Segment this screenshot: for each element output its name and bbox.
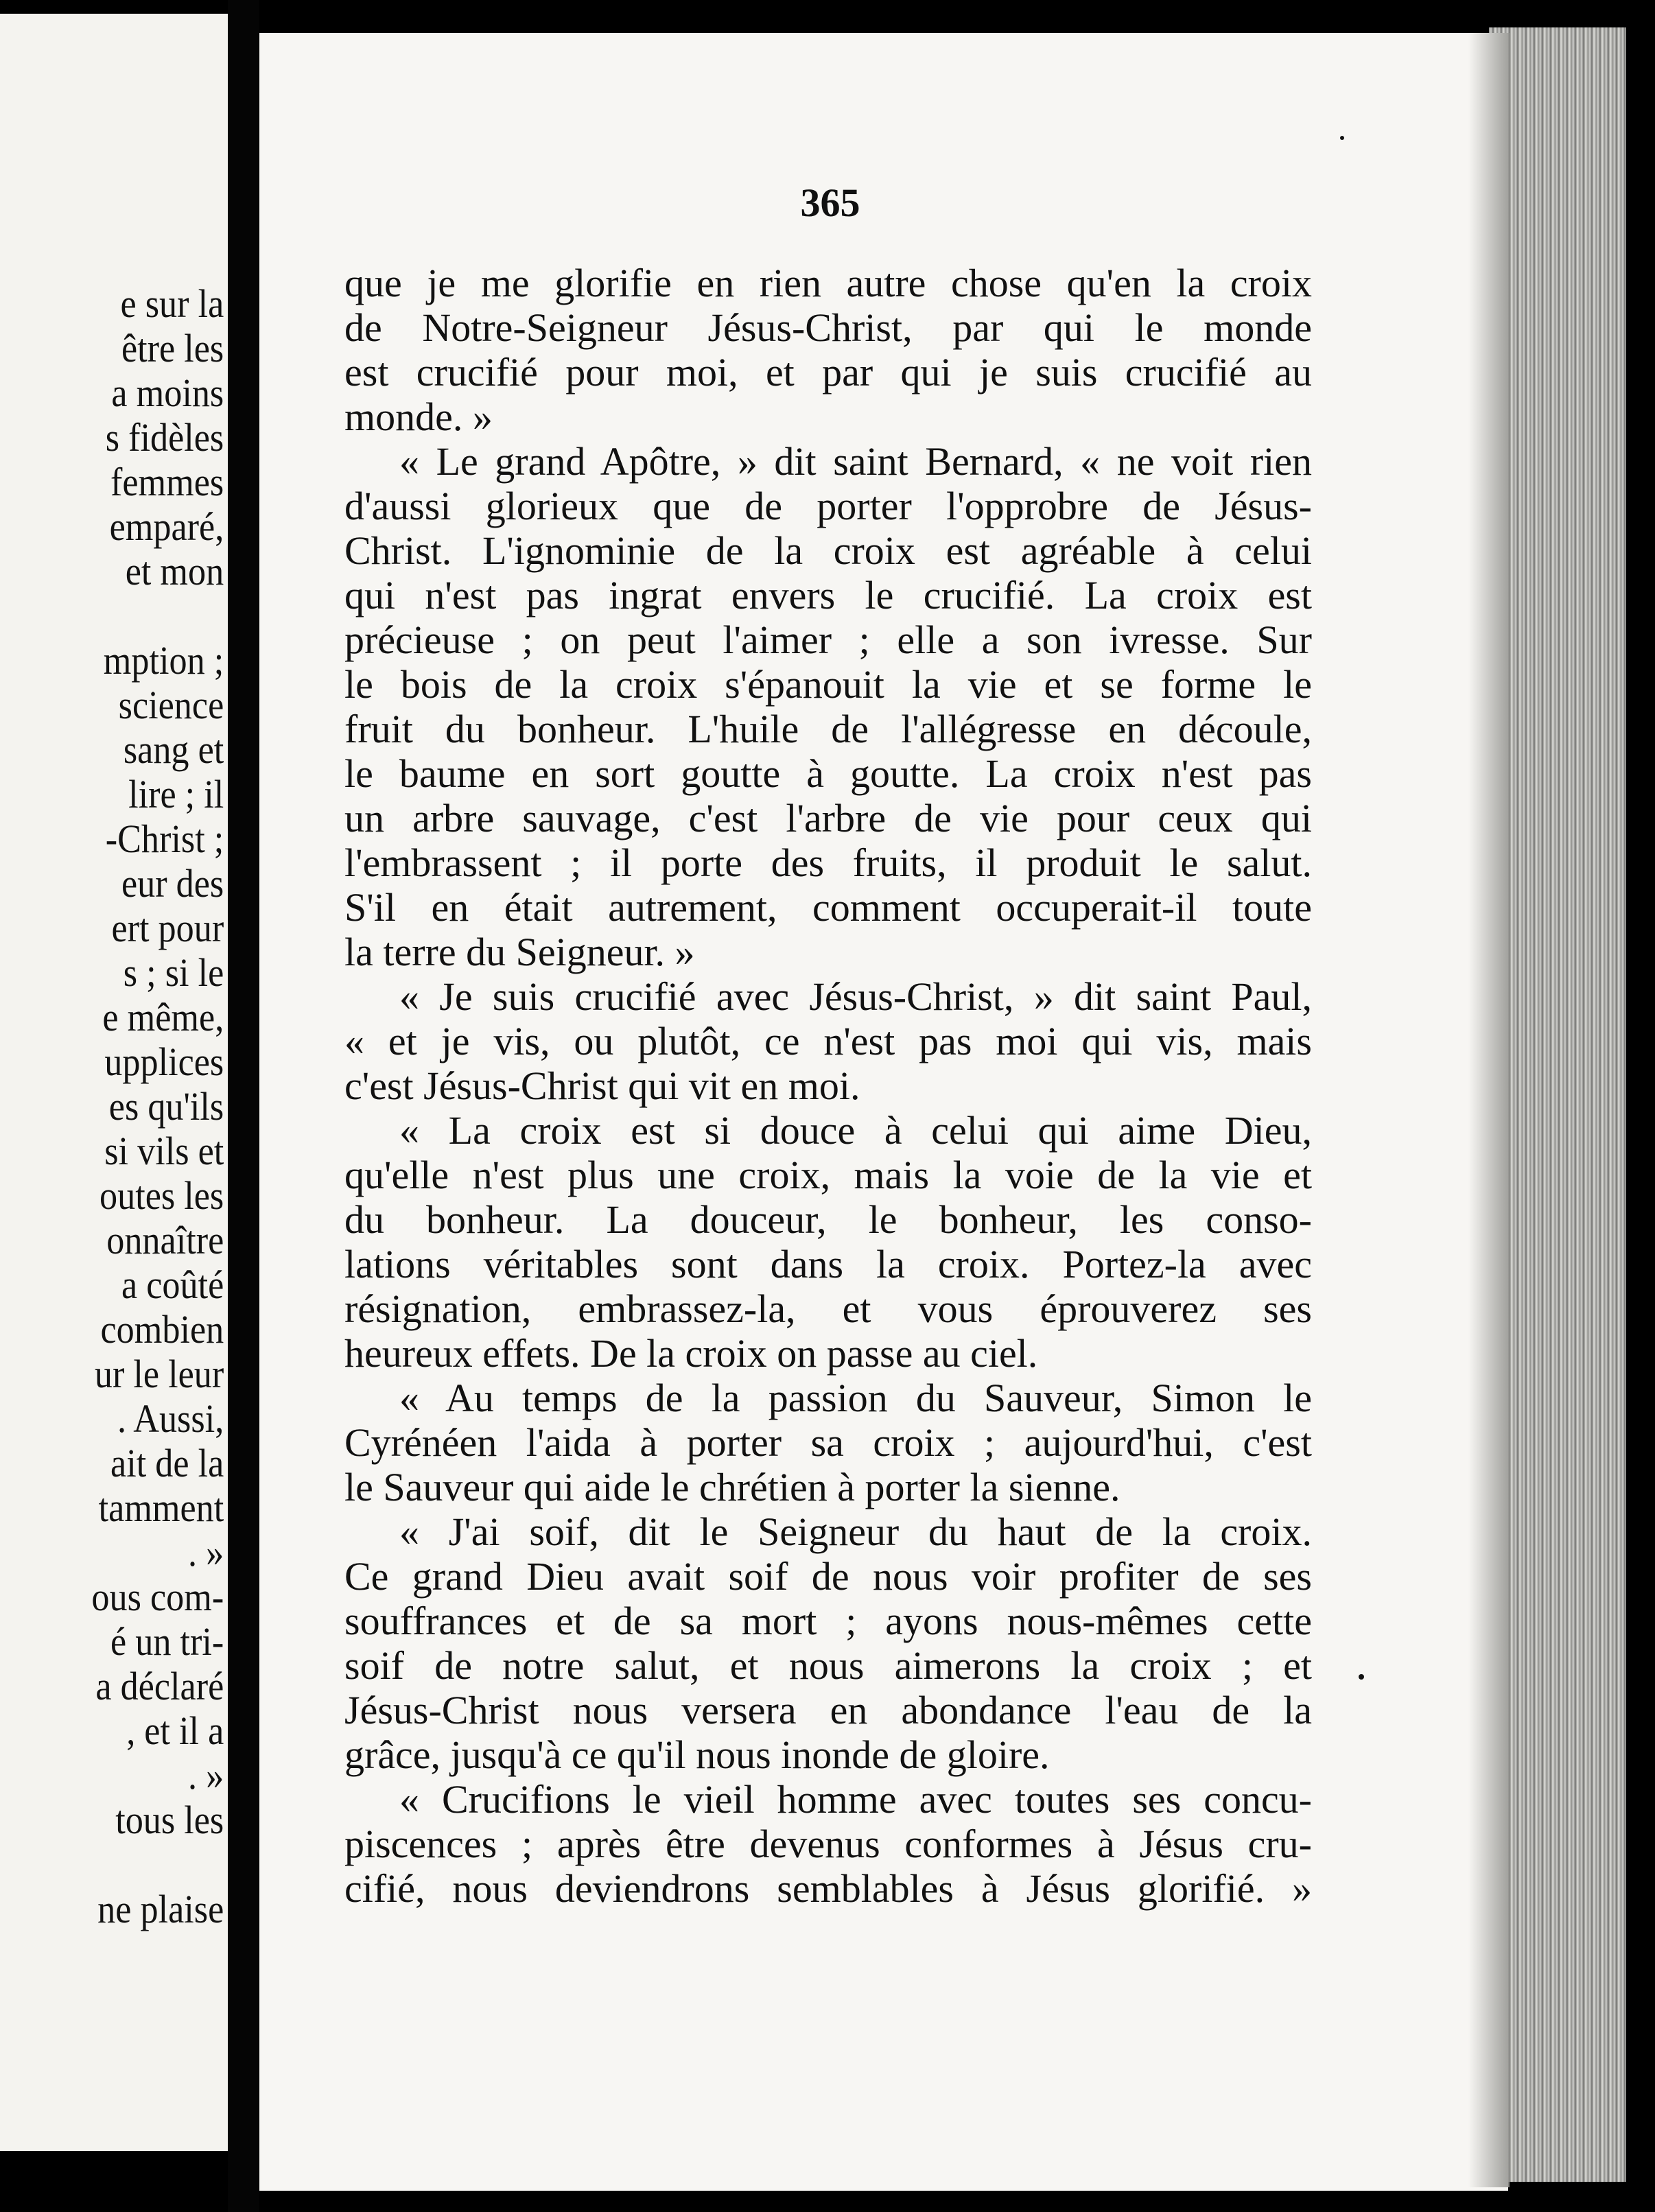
- book-gutter: [228, 0, 259, 2212]
- left-page-line: et mon: [125, 549, 224, 593]
- left-page-line: combien: [100, 1307, 224, 1352]
- left-page-line: lire ; il: [128, 772, 224, 816]
- text-line: soif de notre salut, et nous aimerons la croix ; et: [344, 1643, 1312, 1688]
- text-line: Cyrénéen l'aida à porter sa croix ; aujourd'hui, c'est: [344, 1420, 1312, 1465]
- text-line: qu'elle n'est plus une croix, mais la voie de la vie et: [344, 1153, 1312, 1197]
- left-page-line: ait de la: [110, 1441, 224, 1485]
- text-line: « et je vis, ou plutôt, ce n'est pas moi qui vis, mais: [344, 1019, 1312, 1063]
- text-line: « J'ai soif, dit le Seigneur du haut de la croix.: [399, 1509, 1312, 1554]
- right-page-text: [344, 261, 1312, 1911]
- text-line: le baume en sort goutte à goutte. La croix n'est pas: [344, 751, 1312, 796]
- text-line: la terre du Seigneur. »: [344, 930, 695, 974]
- left-page-line: , et il a: [126, 1708, 224, 1753]
- text-line: c'est Jésus-Christ qui vit en moi.: [344, 1063, 860, 1108]
- ink-speck: [1359, 1674, 1364, 1680]
- text-line: qui n'est pas ingrat envers le crucifié. La croix est: [344, 573, 1312, 617]
- page-number: 365: [800, 180, 860, 225]
- left-page-line: a coûté: [121, 1262, 224, 1307]
- left-page-line: outes les: [99, 1173, 224, 1218]
- text-line: heureux effets. De la croix on passe au ciel.: [344, 1331, 1038, 1376]
- left-page-line: e sur la: [120, 281, 224, 326]
- text-line: monde. »: [344, 395, 493, 439]
- text-line: du bonheur. La douceur, le bonheur, les conso-: [344, 1197, 1312, 1242]
- left-page-line: tamment: [98, 1485, 224, 1530]
- text-line: est crucifié pour moi, et par qui je suis crucifié au: [344, 350, 1312, 395]
- left-page-line: s ; si le: [123, 950, 224, 995]
- text-line: lations véritables sont dans la croix. Portez-la avec: [344, 1242, 1312, 1286]
- left-page-line: mption ;: [103, 638, 224, 683]
- text-line: « Le grand Apôtre, » dit saint Bernard, « ne voit rien: [399, 439, 1312, 484]
- text-line: Ce grand Dieu avait soif de nous voir profiter de ses: [344, 1554, 1312, 1599]
- left-page-line: ert pour: [111, 906, 224, 950]
- text-line: souffrances et de sa mort ; ayons nous-mêmes cette: [344, 1599, 1312, 1643]
- text-line: d'aussi glorieux que de porter l'opprobre de Jésus-: [344, 484, 1312, 528]
- left-page: [0, 14, 228, 2151]
- text-line: de Notre-Seigneur Jésus-Christ, par qui le monde: [344, 305, 1312, 350]
- left-page-line: e même,: [102, 995, 224, 1039]
- text-line: S'il en était autrement, comment occuperait-il toute: [344, 885, 1312, 930]
- left-page-line: es qu'ils: [108, 1084, 224, 1129]
- text-line: un arbre sauvage, c'est l'arbre de vie pour ceux qui: [344, 796, 1312, 840]
- text-line: l'embrassent ; il porte des fruits, il produit le salut.: [344, 840, 1312, 885]
- left-page-line: ne plaise: [97, 1887, 224, 1931]
- page-fore-edge: [1489, 27, 1626, 2182]
- text-line: « La croix est si douce à celui qui aime Dieu,: [399, 1108, 1312, 1153]
- text-line: précieuse ; on peut l'aimer ; elle a son ivresse. Sur: [344, 617, 1312, 662]
- left-page-line: -Christ ;: [105, 816, 224, 861]
- left-page-line: ur le leur: [94, 1352, 224, 1396]
- left-page-line: a moins: [111, 370, 224, 415]
- ink-speck: [1340, 136, 1344, 140]
- left-page-line: femmes: [110, 460, 224, 504]
- text-line: le Sauveur qui aide le chrétien à porter la sienne.: [344, 1465, 1120, 1509]
- left-page-line: tous les: [115, 1798, 224, 1842]
- left-page-line: . »: [187, 1753, 224, 1798]
- text-line: fruit du bonheur. L'huile de l'allégresse en découle,: [344, 707, 1312, 751]
- left-page-line: sang et: [123, 727, 224, 772]
- left-page-line: . »: [187, 1530, 224, 1575]
- left-page-line: upplices: [104, 1039, 224, 1084]
- text-line: cifié, nous deviendrons semblables à Jésus glorifié. »: [344, 1866, 1312, 1911]
- text-line: Jésus-Christ nous versera en abondance l'eau de la: [344, 1688, 1312, 1732]
- left-page-line: eur des: [121, 861, 224, 906]
- text-line: résignation, embrassez-la, et vous éprouverez ses: [344, 1286, 1312, 1331]
- left-page-line: a déclaré: [95, 1664, 224, 1708]
- text-line: Christ. L'ignominie de la croix est agréable à celui: [344, 528, 1312, 573]
- text-line: piscences ; après être devenus conformes à Jésus cru-: [344, 1822, 1312, 1866]
- left-page-line: ous com-: [91, 1575, 224, 1619]
- text-line: « Crucifions le vieil homme avec toutes ses concu-: [399, 1777, 1312, 1822]
- left-page-line: empаré,: [109, 504, 224, 549]
- text-line: « Je suis crucifié avec Jésus-Christ, » dit saint Paul,: [399, 974, 1312, 1019]
- left-page-line: . Aussi,: [117, 1396, 224, 1441]
- left-page-line: é un tri-: [110, 1619, 224, 1664]
- left-page-line: si vils et: [104, 1129, 224, 1173]
- left-page-line: [91, 593, 224, 638]
- left-page-line: s fidèles: [105, 415, 224, 460]
- left-page-line: onnaître: [106, 1218, 224, 1262]
- text-line: grâce, jusqu'à ce qu'il nous inonde de gloire.: [344, 1732, 1050, 1777]
- left-page-line: science: [118, 683, 224, 727]
- left-page-text: [77, 281, 224, 1931]
- page-edge-shadow: [1468, 33, 1510, 2187]
- text-line: le bois de la croix s'épanouit la vie et se forme le: [344, 662, 1312, 707]
- text-line: « Au temps de la passion du Sauveur, Simon le: [399, 1376, 1312, 1420]
- left-page-line: [91, 1842, 224, 1887]
- left-page-line: être les: [121, 326, 224, 370]
- text-line: que je me glorifie en rien autre chose qu'en la croix: [344, 261, 1312, 305]
